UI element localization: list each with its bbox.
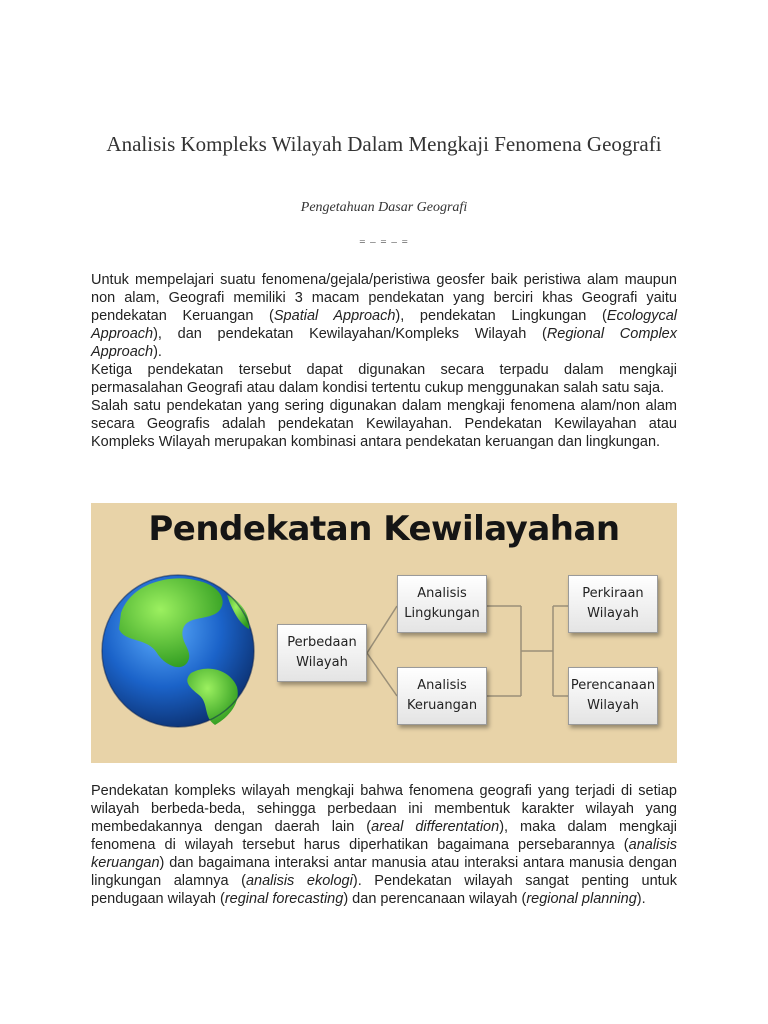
- intro-paragraph-1: [91, 271, 677, 361]
- box-perkiraan-wilayah: Perkiraan Wilayah: [568, 575, 658, 633]
- diagram-figure: [91, 503, 677, 763]
- box-perbedaan-wilayah: Perbedaan Wilayah: [277, 624, 367, 682]
- closing-section: [91, 782, 677, 908]
- text-run: ), dan pendekatan Kewilayahan/Kompleks Wilayah (: [153, 326, 547, 342]
- text-run: ), maka dalam mengkaji fenomena di wilayah tersebut harus diperhatikan bagaimana persebarannya (: [91, 819, 678, 853]
- box-perencanaan-wilayah: Perencanaan Wilayah: [568, 667, 658, 725]
- intro-section: [91, 271, 677, 451]
- text-run: Untuk mempelajari suatu fenomena/gejala/peristiwa geosfer baik peristiwa alam maupun non alam, Geografi memiliki 3 macam pendekatan yang berciri khas Geografi yaitu pendekatan Keruangan (: [91, 272, 677, 324]
- text-run: ).: [153, 344, 162, 360]
- closing-paragraph: [91, 782, 677, 908]
- italic-term: Regional Complex Approach: [91, 326, 677, 360]
- intro-paragraph-2: Ketiga pendekatan tersebut dapat digunakan secara terpadu dalam mengkaji permasalahan Geografi atau dalam kondisi tertentu cukup menggunakan salah satu saja.: [91, 362, 677, 396]
- italic-term: Ecologycal Approach: [91, 308, 677, 342]
- text-run: ). Pendekatan wilayah sangat penting untuk pendugaan wilayah (: [91, 873, 677, 907]
- text-run: ), pendekatan Lingkungan (: [395, 308, 607, 324]
- italic-term: analisis keruangan: [91, 837, 677, 871]
- box-analisis-keruangan: Analisis Keruangan: [397, 667, 487, 725]
- page-title: Analisis Kompleks Wilayah Dalam Mengkaji Fenomena Geografi: [106, 132, 662, 156]
- italic-term: reginal forecasting: [224, 891, 344, 907]
- text-run: ) dan bagaimana interaksi antar manusia atau interaksi antara manusia dengan lingkungan alamnya (: [91, 855, 677, 889]
- text-run: ).: [636, 891, 646, 907]
- text-run: Pendekatan kompleks wilayah mengkaji bahwa fenomena geografi yang terjadi di setiap wilayah berbeda-beda, sehingga perbedaan ini membentuk karakter wilayah yang membedakannya dengan daerah lain (: [91, 783, 677, 835]
- italic-term: regional planning: [526, 891, 637, 907]
- separator: = – = – =: [359, 236, 409, 248]
- diagram-title: Pendekatan Kewilayahan: [148, 509, 620, 549]
- text-run: ) dan perencanaan wilayah (: [343, 891, 527, 907]
- page-subtitle: Pengetahuan Dasar Geografi: [300, 200, 468, 215]
- italic-term: areal differentation: [371, 819, 500, 835]
- box-analisis-lingkungan: Analisis Lingkungan: [397, 575, 487, 633]
- italic-term: Spatial Approach: [273, 308, 396, 324]
- italic-term: analisis ekologi: [245, 873, 353, 889]
- intro-paragraph-3: Salah satu pendekatan yang sering digunakan dalam mengkaji fenomena alam/non alam secara Geografis adalah pendekatan Kewilayahan. Pendekatan Kewilayahan atau Kompleks Wilayah merupakan kombinasi antara pendekatan keruangan dan lingkungan.: [91, 398, 677, 450]
